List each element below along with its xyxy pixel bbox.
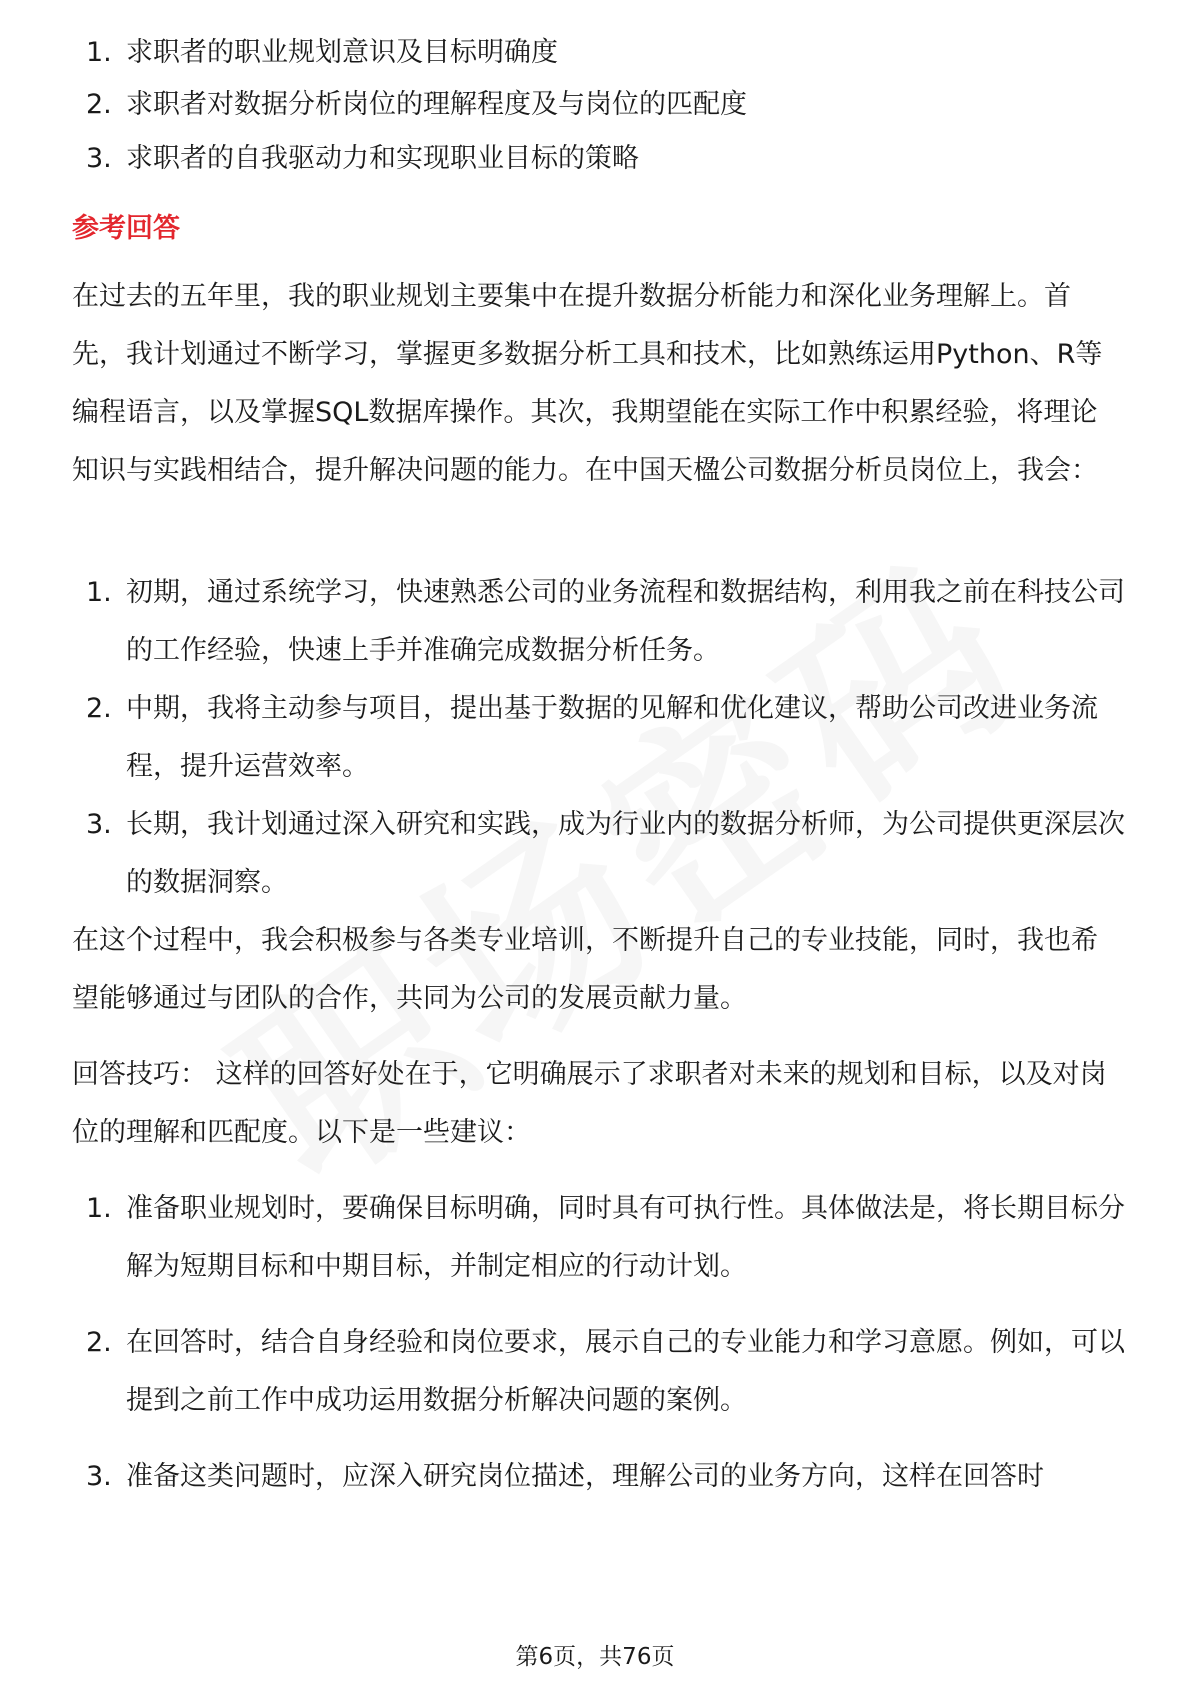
tips-list xyxy=(72,1180,1132,1506)
answer-heading: 参考回答 xyxy=(72,213,180,244)
list-number: 2. xyxy=(86,89,112,120)
list-item xyxy=(72,76,1132,134)
list-number: 1. xyxy=(86,37,112,68)
tips-paragraph: 回答技巧： 这样的回答好处在于，它明确展示了求职者对未来的规划和目标，以及对岗位的理解和匹配度。以下是一些建议： xyxy=(72,1059,1107,1148)
list-item xyxy=(72,24,1132,82)
evaluation-points-list xyxy=(72,24,1132,198)
answer-paragraph: 在过去的五年里，我的职业规划主要集中在提升数据分析能力和深化业务理解上。首先，我计划通过不断学习，掌握更多数据分析工具和技术，比如熟练运用Python、R等编程语言，以及掌握SQL数据库操作。其次，我期望能在实际工作中积累经验，将理论知识与实践相结合，提升解决问题的能力。在中国天楹公司数据分析员岗位上，我会： xyxy=(72,281,1103,486)
list-text: 中期，我将主动参与项目，提出基于数据的见解和优化建议，帮助公司改进业务流程，提升运营效率。 xyxy=(126,693,1098,782)
list-item xyxy=(72,564,1132,680)
answer-conclusion: 在这个过程中，我会积极参与各类专业培训，不断提升自己的专业技能，同时，我也希望能够通过与团队的合作，共同为公司的发展贡献力量。 xyxy=(72,925,1098,1014)
list-item xyxy=(72,1314,1132,1430)
list-number: 3. xyxy=(86,809,112,840)
list-number: 3. xyxy=(86,143,112,174)
list-item xyxy=(72,1180,1132,1296)
list-item xyxy=(72,680,1132,796)
list-text: 求职者的自我驱动力和实现职业目标的策略 xyxy=(126,143,639,174)
list-text: 求职者的职业规划意识及目标明确度 xyxy=(126,37,558,68)
list-text: 长期，我计划通过深入研究和实践，成为行业内的数据分析师，为公司提供更深层次的数据洞察。 xyxy=(126,809,1125,898)
list-number: 1. xyxy=(86,577,112,608)
page-footer: 第6页，共76页 xyxy=(515,1644,675,1670)
list-number: 1. xyxy=(86,1193,112,1224)
list-number: 2. xyxy=(86,1327,112,1358)
answer-plan-list xyxy=(72,564,1132,912)
list-text: 准备职业规划时，要确保目标明确，同时具有可执行性。具体做法是，将长期目标分解为短期目标和中期目标，并制定相应的行动计划。 xyxy=(126,1193,1125,1282)
list-item xyxy=(72,1448,1132,1506)
list-text: 在回答时，结合自身经验和岗位要求，展示自己的专业能力和学习意愿。例如，可以提到之前工作中成功运用数据分析解决问题的案例。 xyxy=(126,1327,1125,1416)
list-number: 2. xyxy=(86,693,112,724)
list-item xyxy=(72,796,1132,912)
list-text: 初期，通过系统学习，快速熟悉公司的业务流程和数据结构，利用我之前在科技公司的工作经验，快速上手并准确完成数据分析任务。 xyxy=(126,577,1125,666)
list-text: 准备这类问题时，应深入研究岗位描述，理解公司的业务方向，这样在回答时 xyxy=(126,1461,1044,1492)
list-item xyxy=(72,130,1132,188)
list-number: 3. xyxy=(86,1461,112,1492)
list-text: 求职者对数据分析岗位的理解程度及与岗位的匹配度 xyxy=(126,89,747,120)
